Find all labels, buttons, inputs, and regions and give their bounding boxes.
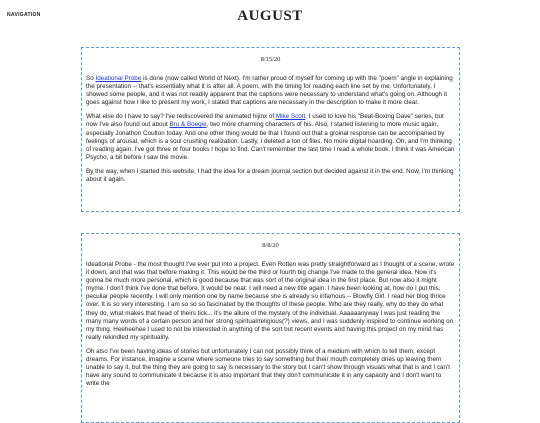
post-paragraph: Oh also I've been having ideas of stories but unfortunately I can not possibly think of a medium with which to tell them, except dreams. For instance, imagine a scene where someone tries to say something but their mouth completely dries up leaving them unable to say it, but the thing they are going to say is necessary to the story but I can't show through visuals what that is and I can't have any sound to communicate it because it is also important that they don't communicate it in any capacity and I don't want to write the xyxy=(86,347,450,388)
post-date: 8/8/20 xyxy=(262,242,279,249)
page-title: AUGUST xyxy=(237,8,303,24)
blog-post xyxy=(81,233,460,423)
post-paragraph: By the way, when I started this website, I had the idea for a dream journal section but decided against it in the end. Now, I'm thinking about it again. xyxy=(86,167,454,184)
paragraph-text: So xyxy=(86,75,96,82)
post-paragraph: Ideational Probe - the most thought I've ever put into a project. Even Rotten was pretty straightforward as I thought of a scene, wrote it down, and that was that before making it. This would be the third or fourth big change I've made to the general idea. Now it's gonna be much more personal, which is good because that was sort of the original idea in the first place. But now also it might myme. I don't think I've done that before. It would be neat. I will need a new title again. I have been looking at, how do I put this, peculiar people recently. I will only mention one by name because she is already so infamous -- Blowfly Girl. I read her blog thrice over. It is so very interesting. I am so so so fascinated by the thoughts of these people. Who are they really, why do they do what they do, what makes that head of theirs tick... it's the allure of the mystery of the individual. Aaaaaanyway I was just reading the many many words of a certain person and her strong spiritual/religious(?) views, and I was suddenly inspired to continue working on my thing. Heeheehee I used to not be interested in anything of the sort but recent events and having this project on my mind has really rekindled my spirituality. xyxy=(86,261,455,341)
post-paragraph xyxy=(86,75,455,107)
ideational-probe-link[interactable]: Ideational Probe xyxy=(95,75,142,82)
mike-scott-link[interactable]: Mike Scott xyxy=(275,113,306,121)
paragraph-text: What else do I have to say? I've rediscovered the animated hijinx of xyxy=(86,113,276,121)
post-date: 8/15/20 xyxy=(260,56,281,63)
bru-boegie-link[interactable]: Bru & Boegie xyxy=(169,121,207,129)
paragraph-text: . I used to love his "Beat-Boxing Dave" series, but now I've also found out about xyxy=(86,113,444,129)
blog-post xyxy=(81,47,460,212)
post-paragraph xyxy=(86,113,455,162)
navigation-link[interactable]: NAVIGATION xyxy=(7,12,41,18)
paragraph-text: is done (now called World of Next). I'm rather proud of myself for coming up with the "poem" angle in explaining the presentation -- that's essentially what it is after all. A poem, with the timing for reading each line set by me. Unfortunately, I showed some people, and it was not readily apparent that the captions were necessary to understand what's going on. Although it goes against how I like to present my work, I stated that captions are necessary in the description to make it more clear. xyxy=(86,75,453,107)
paragraph-text: , two more charming characters of his. Also, I started listening to more music again, especially Jonathon Coulton today. And one other thing would be that I found out that a groinal response can be accompanied by feelings of arousal, which is a soul crushing realization. Lastly, I deleted a ton of files. No more digital hoarding. Oh, and I'm thinking of reading again. I've got three or four books I hope to find. Can't remember the last time I read a whole book. I think it was American Psycho, a bit before I saw the movie. xyxy=(86,121,455,161)
